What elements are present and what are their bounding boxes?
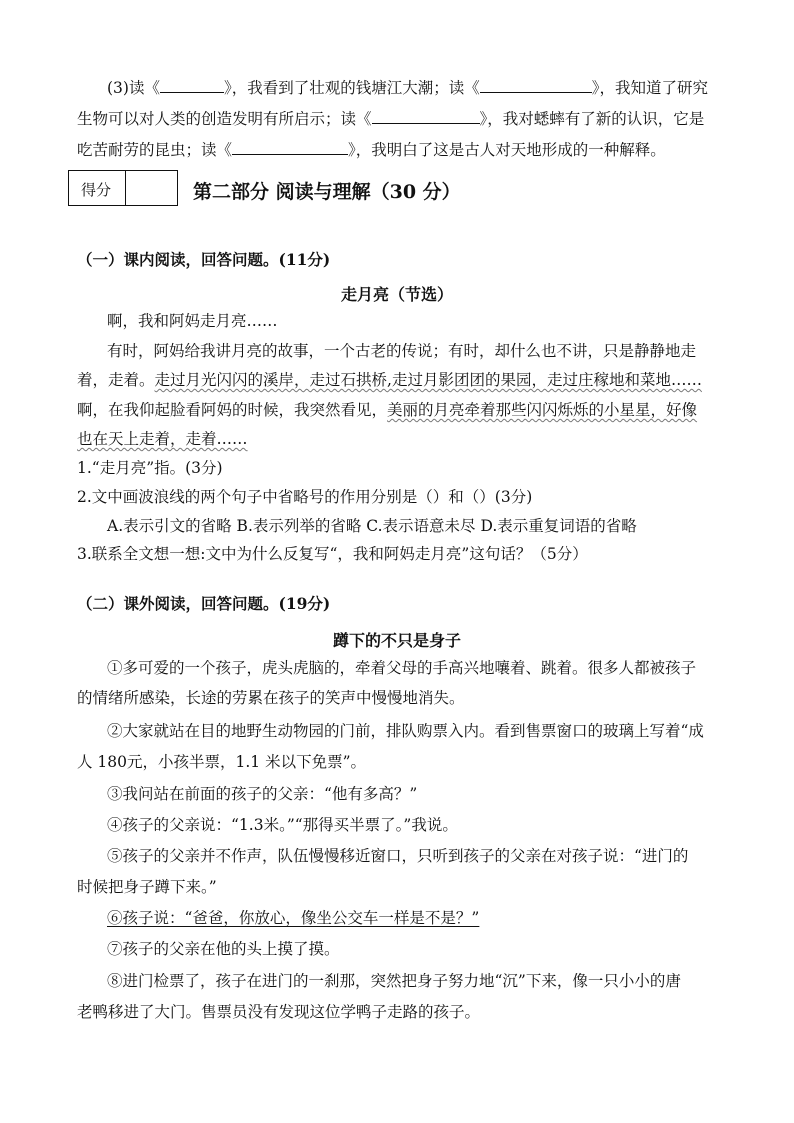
question-2: 2.文中画波浪线的两个句子中省略号的作用分别是（）和（）(3分) — [77, 488, 533, 506]
passage-1-para-2-cont — [77, 370, 702, 390]
passage-1-para-1: 啊，我和阿妈走月亮…… — [107, 312, 278, 330]
question-3: 3.联系全文想一想:文中为什么反复写“，我和阿妈走月亮”这句话？（5分） — [77, 545, 588, 563]
q3-text: 》，我知道了研究 — [591, 79, 708, 97]
passage-2-para-2: ②大家就站在目的地野生动物园的门前，排队购票入内。看到售票窗口的玻璃上写着“成 — [107, 722, 704, 740]
part2-title: 第二部分 阅读与理解（30 分） — [193, 181, 461, 203]
answer-blank-3[interactable] — [372, 108, 480, 124]
q3-line-1 — [107, 77, 708, 98]
answer-blank-4[interactable] — [232, 139, 348, 155]
passage-text: 着，走着。 — [77, 371, 155, 389]
passage-2-para-6 — [107, 908, 479, 928]
wavy-underlined-sentence-2: 美丽的月亮牵着那些闪闪烁烁的小星星，好像 — [387, 401, 698, 419]
passage-2-para-1-cont: 的情绪所感染，长途的劳累在孩子的笑声中慢慢地消失。 — [77, 689, 465, 707]
answer-blank-1[interactable] — [160, 77, 224, 93]
q3-line-3 — [77, 139, 666, 160]
score-box — [68, 170, 178, 206]
passage-2-para-5-cont: 时候把身子蹲下来。” — [77, 878, 217, 896]
section-2-heading: （二）课外阅读，回答问题。(19分) — [77, 594, 331, 613]
score-label: 得分 — [81, 181, 112, 199]
section-1-heading: （一）课内阅读，回答问题。(11分) — [77, 250, 331, 269]
passage-1-para-2: 有时，阿妈给我讲月亮的故事，一个古老的传说；有时，却什么也不讲，只是静静地走 — [107, 342, 697, 360]
passage-1-title: 走月亮（节选） — [340, 285, 453, 304]
passage-2-title: 蹲下的不只是身子 — [332, 631, 461, 650]
passage-2-para-8-cont: 老鸭移进了大门。售票员没有发现这位学鸭子走路的孩子。 — [77, 1003, 481, 1021]
passage-2-para-1: ①多可爱的一个孩子，虎头虎脑的，牵着父母的手高兴地嚷着、跳着。很多人都被孩子 — [107, 659, 697, 677]
wavy-underlined-sentence-1: 走过月光闪闪的溪岸，走过石拱桥,走过月影团团的果园，走过庄稼地和菜地…… — [154, 371, 702, 389]
passage-2-para-5: ⑤孩子的父亲并不作声，队伍慢慢移近窗口，只听到孩子的父亲在对孩子说：“进门的 — [107, 847, 689, 865]
answer-blank-2[interactable] — [480, 77, 592, 93]
wavy-underlined-sentence-2-cont: 也在天上走着，走着…… — [77, 430, 248, 448]
score-box-divider — [125, 171, 126, 205]
q3-text: 生物可以对人类的创造发明有所启示；读《 — [77, 110, 372, 128]
passage-1-para-3-cont — [77, 429, 248, 449]
q3-text: 》，我看到了壮观的钱塘江大潮；读《 — [223, 79, 480, 97]
passage-2-para-4: ④孩子的父亲说：“1.3米。”“那得买半票了。”我说。 — [107, 816, 458, 834]
question-2-options: A.表示引文的省略 B.表示列举的省略 C.表示语意未尽 D.表示重复词语的省略 — [107, 517, 637, 535]
underlined-sentence: ⑥孩子说：“爸爸，你放心，像坐公交车一样是不是？” — [107, 909, 480, 927]
passage-text: 啊，在我仰起脸看阿妈的时候，我突然看见， — [77, 401, 388, 419]
q3-text: (3)读《 — [107, 79, 160, 97]
q3-text: 》，我明白了这是古人对天地形成的一种解释。 — [348, 141, 666, 159]
passage-2-para-8: ⑧进门检票了，孩子在进门的一刹那，突然把身子努力地“沉”下来，像一只小小的唐 — [107, 972, 681, 990]
passage-1-para-3 — [77, 400, 697, 420]
passage-2-para-3: ③我问站在前面的孩子的父亲：“他有多高？” — [107, 785, 418, 803]
passage-2-para-2-cont: 人 180元，小孩半票，1.1 米以下免票”。 — [77, 753, 367, 771]
q3-text: 吃苦耐劳的昆虫；读《 — [77, 141, 233, 159]
q3-line-2 — [77, 108, 704, 129]
q3-text: 》，我对蟋蟀有了新的认识，它是 — [479, 110, 705, 128]
question-1: 1.“走月亮”指。(3分) — [77, 459, 223, 477]
passage-2-para-7: ⑦孩子的父亲在他的头上摸了摸。 — [107, 940, 340, 958]
